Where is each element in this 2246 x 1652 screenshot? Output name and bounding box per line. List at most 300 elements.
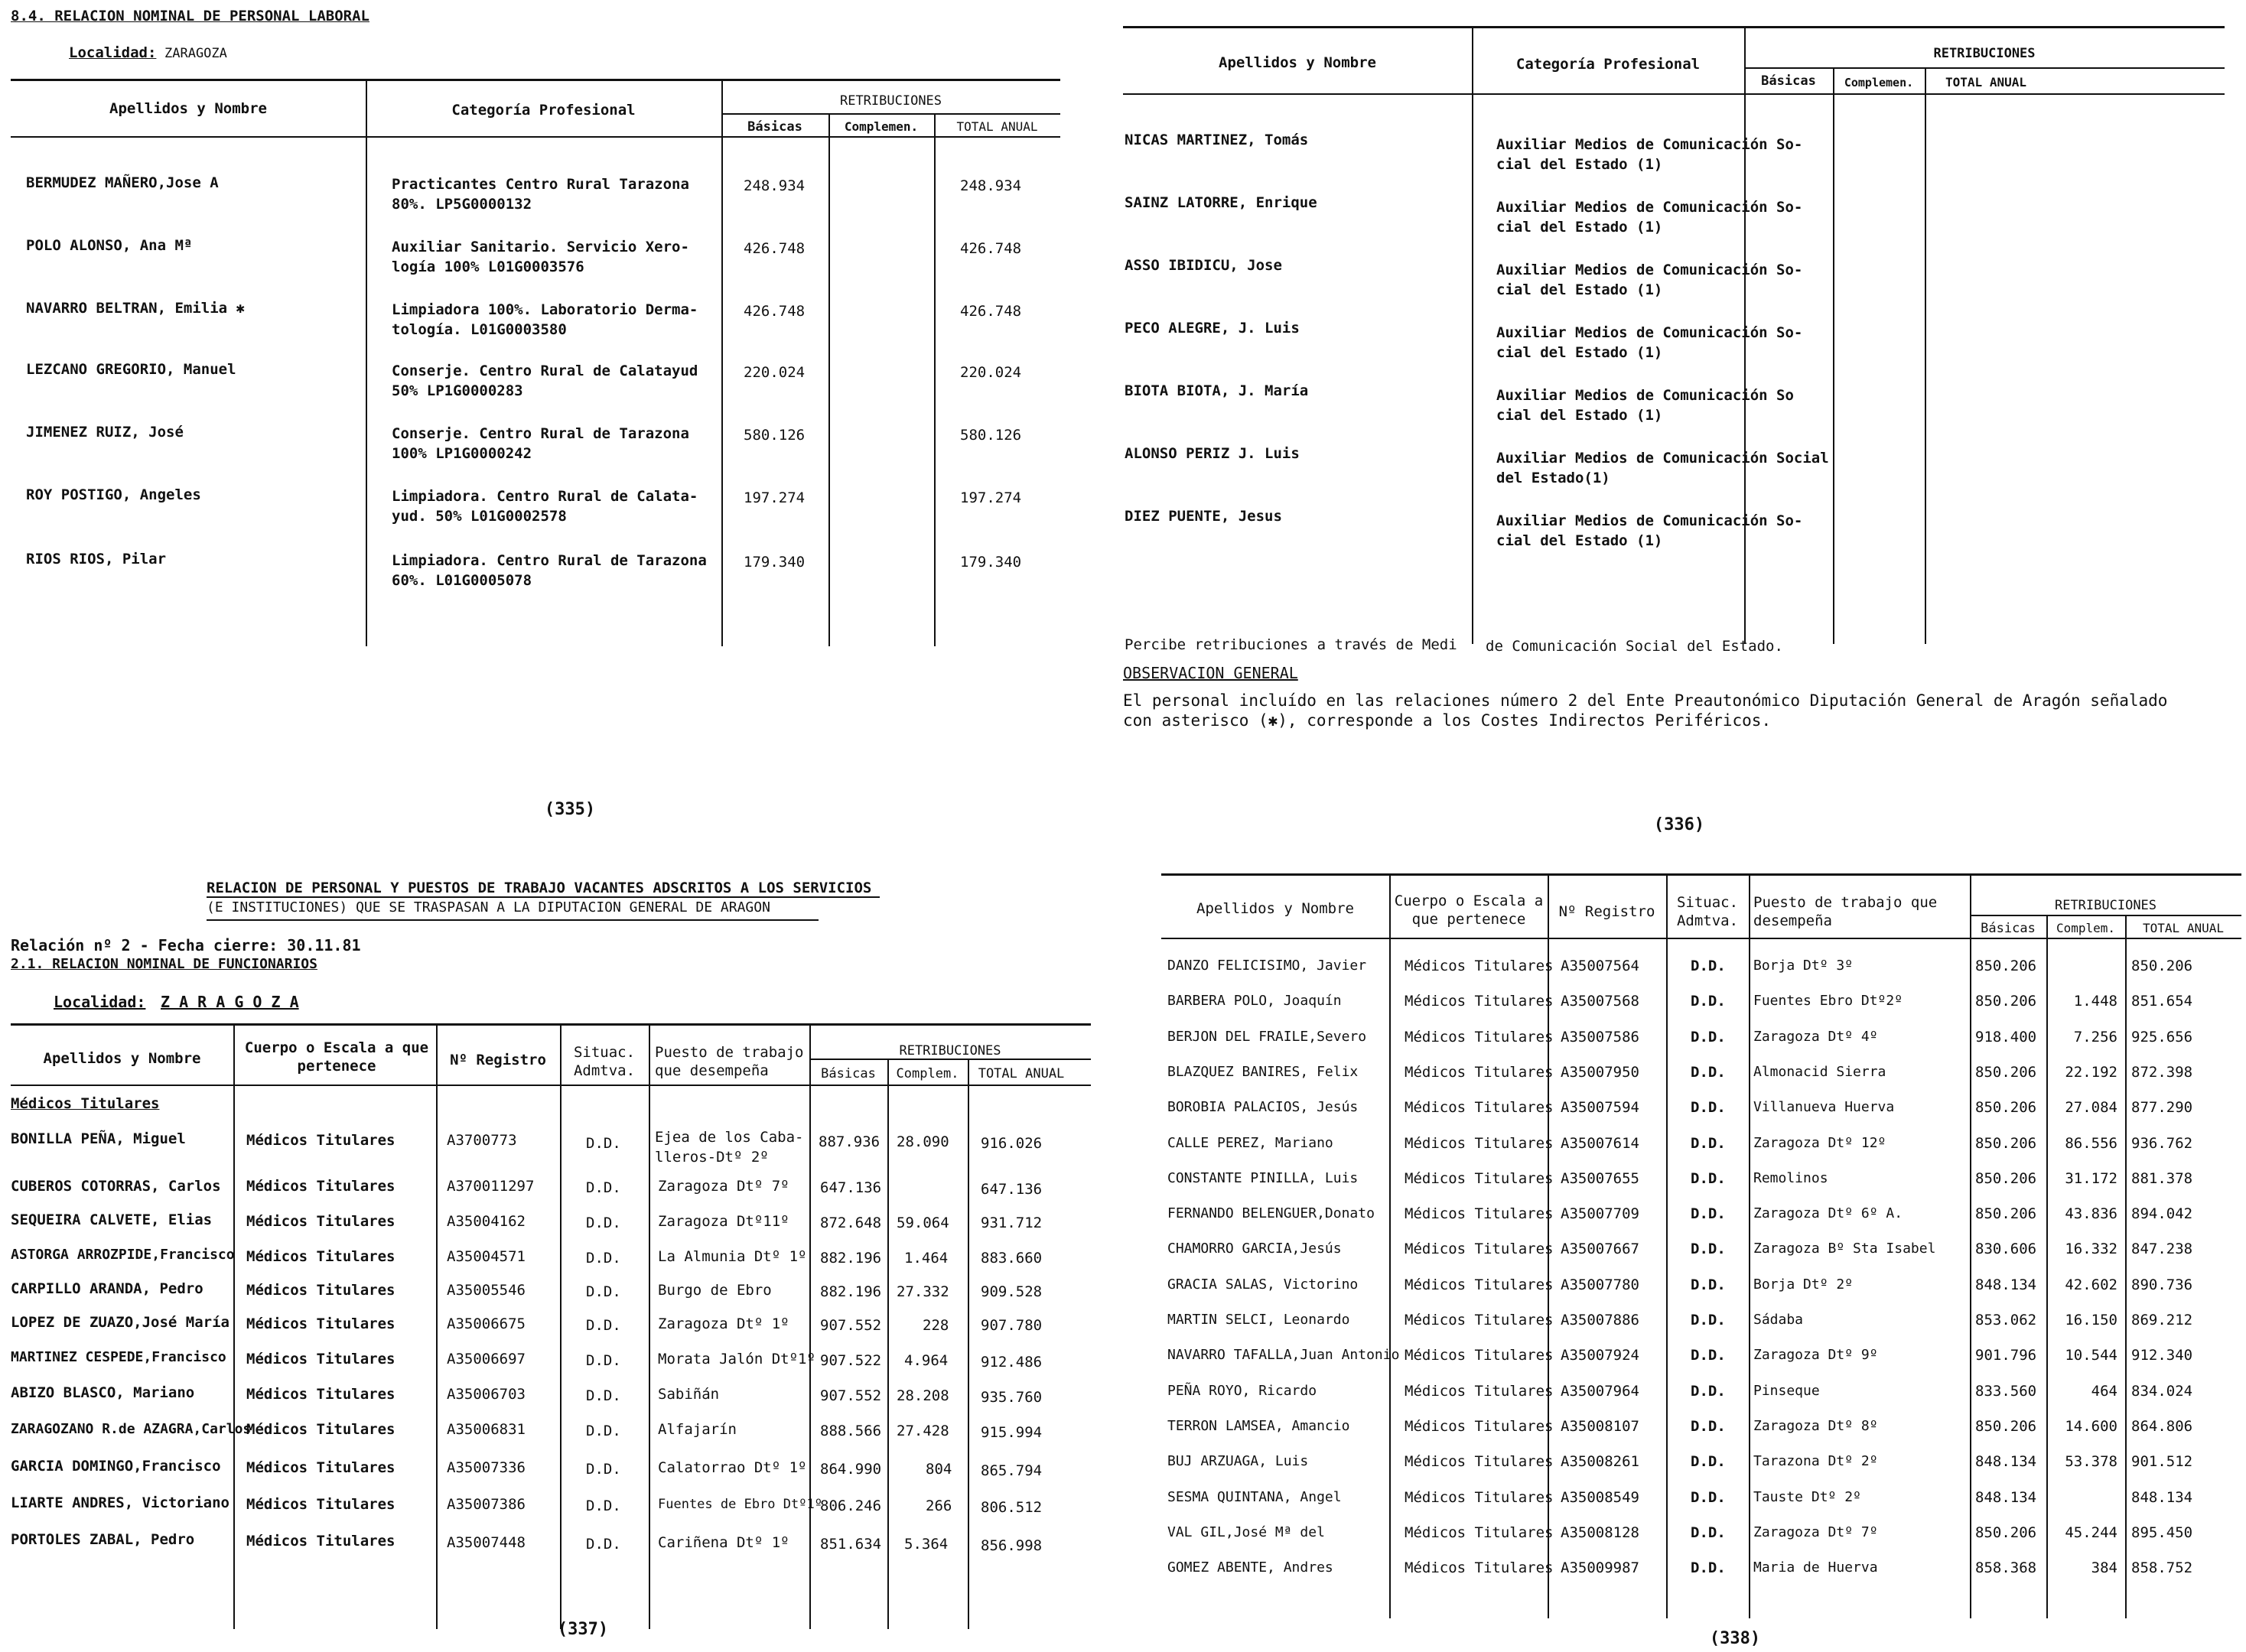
row-basicas: 647.136 <box>820 1179 882 1196</box>
row-category: Limpiadora 100%. Laboratorio Derma- <box>392 301 698 318</box>
row-name: JIMENEZ RUIZ, José <box>26 424 184 441</box>
row-name: MARTINEZ CESPEDE,Francisco <box>11 1349 226 1365</box>
row-puesto: Burgo de Ebro <box>658 1282 772 1299</box>
row-puesto: Morata Jalón Dtº1º <box>658 1351 815 1367</box>
header-retrib: RETRIBUCIONES <box>839 93 942 109</box>
row-complem: 27.428 <box>897 1423 949 1439</box>
row-basicas: 858.368 <box>1975 1559 2037 1577</box>
row-situac: D.D. <box>586 1215 621 1231</box>
row-category: Auxiliar Medios de Comunicación So- <box>1496 262 1803 278</box>
row-name: BONILLA PEÑA, Miguel <box>11 1130 186 1147</box>
row-name: SESMA QUINTANA, Angel <box>1167 1488 1342 1505</box>
row-name: GRACIA SALAS, Victorino <box>1167 1276 1359 1293</box>
row-basicas: 426.748 <box>744 240 806 257</box>
row-complem: 27.084 <box>2065 1099 2117 1117</box>
row-cuerpo: Médicos Titulares <box>246 1496 395 1513</box>
row-basicas: 850.206 <box>1975 1099 2037 1117</box>
row-total: 883.660 <box>981 1250 1043 1267</box>
row-name: POLO ALONSO, Ana Mª <box>26 237 193 254</box>
row-total: 881.378 <box>2131 1169 2193 1187</box>
row-basicas: 197.274 <box>744 489 806 506</box>
row-basicas: 850.206 <box>1975 1169 2037 1187</box>
row-complem: 804 <box>926 1461 952 1478</box>
section-title: 2.1. RELACION NOMINAL DE FUNCIONARIOS <box>11 956 317 972</box>
table-top-rule <box>11 1023 1091 1026</box>
header-complem: Complem. <box>896 1066 959 1081</box>
row-category: Auxiliar Medios de Comunicación Social <box>1496 450 1829 467</box>
row-cuerpo: Médicos Titulares <box>1405 1417 1554 1435</box>
row-total: 580.126 <box>960 427 1022 444</box>
row-category: Auxiliar Medios de Comunicación So- <box>1496 324 1803 341</box>
header-name: Apellidos y Nombre <box>1196 900 1354 917</box>
header-retrib: RETRIBUCIONES <box>899 1043 1001 1059</box>
header-name: Apellidos y Nombre <box>1219 54 1376 71</box>
row-total: 890.736 <box>2131 1276 2193 1293</box>
row-category-2: cial del Estado (1) <box>1496 281 1663 298</box>
row-situac: D.D. <box>586 1536 621 1553</box>
row-cuerpo: Médicos Titulares <box>1405 958 1554 974</box>
row-cuerpo: Médicos Titulares <box>1405 1312 1554 1328</box>
row-total: 936.762 <box>2131 1134 2193 1152</box>
row-puesto: Borja Dtº 3º <box>1753 958 1854 974</box>
row-total: 895.450 <box>2131 1524 2193 1541</box>
row-puesto: Zaragoza Dtº 4º <box>1753 1028 1878 1045</box>
row-situac: D.D. <box>586 1498 621 1514</box>
header-registro: Nº Registro <box>1558 903 1655 920</box>
row-total: 848.134 <box>2131 1488 2193 1506</box>
row-reg: A35007667 <box>1561 1241 1639 1258</box>
row-complem: 266 <box>926 1498 952 1514</box>
row-registro: A35004162 <box>447 1213 526 1230</box>
row-total: 856.998 <box>981 1537 1043 1554</box>
row-name: CONSTANTE PINILLA, Luis <box>1167 1169 1359 1186</box>
row-name: ALONSO PERIZ J. Luis <box>1125 445 1300 462</box>
header-basicas: Básicas <box>747 119 802 135</box>
row-name: CHAMORRO GARCIA,Jesús <box>1167 1241 1342 1257</box>
header-retrib: RETRIBUCIONES <box>1933 46 2036 61</box>
header-total: TOTAL ANUAL <box>2143 921 2224 935</box>
row-total: 931.712 <box>981 1215 1043 1231</box>
row-name: BERJON DEL FRAILE,Severo <box>1167 1028 1367 1045</box>
row-cuerpo: Médicos Titulares <box>1405 1382 1554 1400</box>
row-total: 901.512 <box>2131 1453 2193 1471</box>
row-basicas: 179.340 <box>744 554 806 571</box>
header-cuerpo: Cuerpo o Escala a que pertenece <box>1394 893 1544 928</box>
row-puesto: Zaragoza Dtº 9º <box>1753 1347 1878 1364</box>
header-situac: Situac. Admtva. <box>573 1044 636 1079</box>
page-number: (338) <box>1709 1629 1761 1648</box>
header-total: TOTAL ANUAL <box>978 1066 1065 1081</box>
row-cuerpo: Médicos Titulares <box>1405 1524 1554 1541</box>
row-cuerpo: Médicos Titulares <box>246 1533 395 1550</box>
row-puesto: Maria de Huerva <box>1753 1559 1878 1576</box>
row-sit: D.D. <box>1691 1312 1726 1328</box>
row-cuerpo: Médicos Titulares <box>246 1282 395 1299</box>
row-puesto: La Almunia Dtº 1º <box>658 1248 807 1265</box>
row-name: SEQUEIRA CALVETE, Elias <box>11 1211 213 1228</box>
row-sit: D.D. <box>1691 1559 1726 1577</box>
row-reg: A35008261 <box>1561 1453 1639 1471</box>
header-total: TOTAL ANUAL <box>956 119 1038 134</box>
row-total: 858.752 <box>2131 1559 2193 1577</box>
row-situac: D.D. <box>586 1135 621 1152</box>
header-complem: Complemen. <box>844 119 919 134</box>
row-category-2: del Estado(1) <box>1496 470 1610 486</box>
row-category-2: cial del Estado (1) <box>1496 219 1663 236</box>
observation-line-2: con asterisco (✱), corresponde a los Costes Indirectos Periféricos. <box>1123 711 1772 730</box>
row-name: DIEZ PUENTE, Jesus <box>1125 508 1282 525</box>
row-sit: D.D. <box>1691 1063 1726 1081</box>
row-puesto: Sádaba <box>1753 1312 1804 1328</box>
row-total: 179.340 <box>960 554 1022 571</box>
row-sit: D.D. <box>1691 1382 1726 1400</box>
row-cuerpo: Médicos Titulares <box>246 1178 395 1195</box>
row-sit: D.D. <box>1691 1453 1726 1471</box>
row-sit: D.D. <box>1691 1099 1726 1117</box>
locality-value: Z A R A G O Z A <box>161 993 299 1011</box>
row-puesto: Zaragoza Dtº11º <box>658 1213 789 1230</box>
page-338 <box>1123 826 2246 1652</box>
row-sit: D.D. <box>1691 1276 1726 1293</box>
row-total: 806.512 <box>981 1499 1043 1516</box>
row-complem: 14.600 <box>2065 1417 2117 1435</box>
row-complem: 59.064 <box>897 1215 949 1231</box>
row-category: Auxiliar Medios de Comunicación So <box>1496 387 1794 404</box>
row-sit: D.D. <box>1691 1241 1726 1258</box>
row-name: ASTORGA ARROZPIDE,Francisco <box>11 1247 235 1263</box>
row-complem: 86.556 <box>2065 1134 2117 1152</box>
row-complem: 53.378 <box>2065 1453 2117 1471</box>
row-basicas: 888.566 <box>820 1423 882 1439</box>
row-registro: A35006831 <box>447 1421 526 1438</box>
row-total: 248.934 <box>960 177 1022 194</box>
header-bottom-rule <box>1123 93 2225 95</box>
row-name: NAVARRO TAFALLA,Juan Antonio <box>1167 1347 1400 1364</box>
row-situac: D.D. <box>586 1250 621 1267</box>
row-sit: D.D. <box>1691 1205 1726 1223</box>
header-complem: Complemen. <box>1844 76 1914 89</box>
row-category: Limpiadora. Centro Rural de Calata- <box>392 488 698 505</box>
row-name: SAINZ LATORRE, Enrique <box>1125 194 1317 211</box>
row-name: ABIZO BLASCO, Mariano <box>11 1384 195 1401</box>
row-name: PEÑA ROYO, Ricardo <box>1167 1382 1317 1399</box>
header-bottom-rule <box>11 136 1060 138</box>
page-337 <box>0 826 1123 1652</box>
row-cuerpo: Médicos Titulares <box>1405 1169 1554 1187</box>
row-basicas: 220.024 <box>744 364 806 381</box>
row-total: 915.994 <box>981 1424 1043 1441</box>
row-total: 872.398 <box>2131 1063 2193 1081</box>
relacion-line: Relación nº 2 - Fecha cierre: 30.11.81 <box>11 936 361 954</box>
row-puesto: Zaragoza Dtº 6º A. <box>1753 1205 1903 1222</box>
row-name: LEZCANO GREGORIO, Manuel <box>26 361 236 378</box>
row-cuerpo: Médicos Titulares <box>1405 1205 1554 1223</box>
row-complem: 1.448 <box>2073 993 2117 1010</box>
page-number: (335) <box>544 800 596 819</box>
row-cuerpo: Médicos Titulares <box>246 1132 395 1149</box>
row-reg: A35008128 <box>1561 1524 1639 1541</box>
row-category-2: cial del Estado (1) <box>1496 532 1663 549</box>
row-name: NICAS MARTINEZ, Tomás <box>1125 132 1309 148</box>
row-category-2: 60%. L01G0005078 <box>392 572 532 589</box>
row-cuerpo: Médicos Titulares <box>1405 1063 1554 1081</box>
header-basicas: Básicas <box>1981 921 2036 936</box>
row-basicas: 248.934 <box>744 177 806 194</box>
row-reg: A35007886 <box>1561 1312 1639 1328</box>
row-situac: D.D. <box>586 1352 621 1369</box>
row-registro: A35006703 <box>447 1386 526 1403</box>
row-situac: D.D. <box>586 1317 621 1334</box>
row-total: 847.238 <box>2131 1241 2193 1258</box>
row-situac: D.D. <box>586 1423 621 1439</box>
row-situac: D.D. <box>586 1387 621 1404</box>
row-sit: D.D. <box>1691 1134 1726 1152</box>
row-basicas: 882.196 <box>820 1283 882 1300</box>
row-puesto: Calatorrao Dtº 1º <box>658 1459 807 1476</box>
row-total: 197.274 <box>960 489 1022 506</box>
header-complem: Complem. <box>2056 921 2116 935</box>
row-situac: D.D. <box>586 1283 621 1300</box>
row-basicas: 426.748 <box>744 303 806 320</box>
row-name: PECO ALEGRE, J. Luis <box>1125 320 1300 337</box>
row-total: 220.024 <box>960 364 1022 381</box>
row-category-2: 50% LP1G0000283 <box>392 382 523 399</box>
page-number: (337) <box>557 1620 609 1639</box>
row-category-2: yud. 50% L01G0002578 <box>392 508 567 525</box>
row-sit: D.D. <box>1691 1488 1726 1506</box>
row-total: 935.760 <box>981 1389 1043 1406</box>
header-name: Apellidos y Nombre <box>43 1050 201 1067</box>
row-cuerpo: Médicos Titulares <box>246 1386 395 1403</box>
header-category: Categoría Profesional <box>1515 56 1701 73</box>
row-registro: A35007448 <box>447 1534 526 1551</box>
row-puesto: Sabiñán <box>658 1386 720 1403</box>
row-reg: A35007709 <box>1561 1205 1639 1223</box>
header-puesto: Puesto de trabajo que desempeña <box>1753 894 1938 929</box>
row-basicas: 850.206 <box>1975 1205 2037 1223</box>
page-336 <box>1123 0 2246 834</box>
row-category: Auxiliar Medios de Comunicación So- <box>1496 512 1803 529</box>
row-basicas: 850.206 <box>1975 1063 2037 1081</box>
row-reg: A35007655 <box>1561 1169 1639 1187</box>
header-basicas: Básicas <box>1761 73 1816 89</box>
header-name: Apellidos y Nombre <box>109 100 267 117</box>
row-complem: 5.364 <box>904 1536 949 1553</box>
row-puesto: Tauste Dtº 2º <box>1753 1488 1861 1505</box>
row-reg: A35007568 <box>1561 993 1639 1010</box>
row-name: CARPILLO ARANDA, Pedro <box>11 1280 203 1297</box>
row-puesto: Fuentes de Ebro Dtº1º <box>658 1497 822 1512</box>
row-complem: 4.964 <box>904 1352 949 1369</box>
table-top-rule <box>1123 26 2225 28</box>
row-basicas: 851.634 <box>820 1536 882 1553</box>
header-total: TOTAL ANUAL <box>1945 75 2026 89</box>
row-name: BARBERA POLO, Joaquín <box>1167 993 1342 1010</box>
row-name: CUBEROS COTORRAS, Carlos <box>11 1178 221 1195</box>
row-basicas: 907.552 <box>820 1317 882 1334</box>
row-cuerpo: Médicos Titulares <box>246 1248 395 1265</box>
row-sit: D.D. <box>1691 1417 1726 1435</box>
row-category-2: cial del Estado (1) <box>1496 407 1663 424</box>
row-total: 426.748 <box>960 240 1022 257</box>
row-name: LIARTE ANDRES, Victoriano <box>11 1494 229 1511</box>
row-registro: A35006697 <box>447 1351 526 1367</box>
row-name: MARTIN SELCI, Leonardo <box>1167 1312 1350 1328</box>
row-total: 426.748 <box>960 303 1022 320</box>
row-complem: 22.192 <box>2065 1063 2117 1081</box>
row-name: PORTOLES ZABAL, Pedro <box>11 1531 195 1548</box>
row-situac: D.D. <box>586 1461 621 1478</box>
row-sit: D.D. <box>1691 1169 1726 1187</box>
row-name: DANZO FELICISIMO, Javier <box>1167 958 1367 974</box>
row-name: GOMEZ ABENTE, Andres <box>1167 1559 1333 1576</box>
row-total: 851.654 <box>2131 993 2193 1010</box>
row-puesto: Remolinos <box>1753 1169 1828 1186</box>
row-cuerpo: Médicos Titulares <box>1405 993 1554 1010</box>
row-situac: D.D. <box>586 1179 621 1196</box>
row-name: GARCIA DOMINGO,Francisco <box>11 1458 221 1475</box>
row-category: Conserje. Centro Rural de Tarazona <box>392 425 689 442</box>
row-complem: 464 <box>2091 1382 2117 1400</box>
row-sit: D.D. <box>1691 993 1726 1010</box>
locality-label: Localidad: <box>69 44 157 61</box>
row-name: RIOS RIOS, Pilar <box>26 551 167 567</box>
row-puesto: Zaragoza Dtº 8º <box>1753 1417 1878 1434</box>
row-basicas: 833.560 <box>1975 1382 2037 1400</box>
header-category: Categoría Profesional <box>451 102 636 119</box>
row-category: Practicantes Centro Rural Tarazona <box>392 176 689 193</box>
row-name: LOPEZ DE ZUAZO,José María <box>11 1314 229 1331</box>
row-reg: A35008549 <box>1561 1488 1639 1506</box>
row-category-2: cial del Estado (1) <box>1496 156 1663 173</box>
row-name: ASSO IBIDICU, Jose <box>1125 257 1282 274</box>
row-complem: 7.256 <box>2073 1028 2117 1046</box>
row-puesto: Zaragoza Dtº 12º <box>1753 1134 1886 1151</box>
row-total: 907.780 <box>981 1317 1043 1334</box>
row-puesto: Almonacid Sierra <box>1753 1063 1886 1080</box>
row-complem: 16.150 <box>2065 1312 2117 1328</box>
row-basicas: 853.062 <box>1975 1312 2037 1328</box>
header-retrib: RETRIBUCIONES <box>2054 898 2157 913</box>
row-basicas: 806.246 <box>820 1498 882 1514</box>
locality-value: ZARAGOZA <box>164 46 227 61</box>
row-complem: 31.172 <box>2065 1169 2117 1187</box>
row-category: Auxiliar Sanitario. Servicio Xero- <box>392 239 689 255</box>
row-name: BERMUDEZ MAÑERO,Jose A <box>26 174 219 191</box>
observation-line-1: El personal incluído en las relaciones número 2 del Ente Preautonómico Diputación General de Aragón señalado <box>1123 691 2168 710</box>
row-basicas: 887.936 <box>819 1133 880 1150</box>
row-puesto: Tarazona Dtº 2º <box>1753 1453 1878 1470</box>
row-name: CALLE PEREZ, Mariano <box>1167 1134 1333 1151</box>
row-category-2: logía 100% L01G0003576 <box>392 259 584 275</box>
row-name: TERRON LAMSEA, Amancio <box>1167 1417 1350 1434</box>
row-basicas: 850.206 <box>1975 1134 2037 1152</box>
row-sit: D.D. <box>1691 1524 1726 1541</box>
row-puesto: Zaragoza Dtº 1º <box>658 1315 789 1332</box>
row-reg: A35007780 <box>1561 1276 1639 1293</box>
header-situac: Situac. Admtva. <box>1676 894 1739 929</box>
row-cuerpo: Médicos Titulares <box>246 1213 395 1230</box>
row-puesto: Villanueva Huerva <box>1753 1099 1895 1116</box>
row-reg: A35009987 <box>1561 1559 1639 1577</box>
row-basicas: 830.606 <box>1975 1241 2037 1258</box>
row-total: 877.290 <box>2131 1099 2193 1117</box>
row-puesto: Zaragoza Dtº 7º <box>658 1178 789 1195</box>
row-reg: A35007586 <box>1561 1028 1639 1046</box>
row-cuerpo: Médicos Titulares <box>1405 1453 1554 1471</box>
row-name: VAL GIL,José Mª del <box>1167 1524 1325 1540</box>
row-reg: A35007614 <box>1561 1134 1639 1152</box>
row-basicas: 848.134 <box>1975 1453 2037 1471</box>
row-sit: D.D. <box>1691 1347 1726 1364</box>
row-reg: A35007964 <box>1561 1382 1639 1400</box>
row-total: 912.486 <box>981 1354 1043 1371</box>
row-cuerpo: Médicos Titulares <box>246 1351 395 1367</box>
row-category: Auxiliar Medios de Comunicación So- <box>1496 136 1803 153</box>
row-puesto: Pinseque <box>1753 1382 1820 1399</box>
header-registro: Nº Registro <box>450 1052 546 1068</box>
group-label: Médicos Titulares <box>11 1095 160 1112</box>
row-category-2: cial del Estado (1) <box>1496 344 1663 361</box>
row-basicas: 850.206 <box>1975 1417 2037 1435</box>
header-bottom-rule <box>1161 938 2241 939</box>
row-basicas: 907.522 <box>820 1352 882 1369</box>
row-total: 916.026 <box>981 1135 1043 1152</box>
header-puesto: Puesto de trabajo que desempeña <box>655 1044 804 1079</box>
row-cuerpo: Médicos Titulares <box>1405 1099 1554 1117</box>
row-cuerpo: Médicos Titulares <box>1405 1276 1554 1293</box>
row-cuerpo: Médicos Titulares <box>1405 1241 1554 1258</box>
row-cuerpo: Médicos Titulares <box>1405 1028 1554 1046</box>
page-number: (336) <box>1653 815 1705 834</box>
row-puesto: Cariñena Dtº 1º <box>658 1534 789 1551</box>
row-cuerpo: Médicos Titulares <box>1405 1134 1554 1152</box>
row-total: 925.656 <box>2131 1028 2193 1046</box>
row-basicas: 901.796 <box>1975 1347 2037 1364</box>
row-reg: A35007564 <box>1561 958 1639 974</box>
row-basicas: 580.126 <box>744 427 806 444</box>
header-bottom-rule <box>11 1085 1091 1086</box>
row-complem: 43.836 <box>2065 1205 2117 1223</box>
row-name: BLAZQUEZ BANIRES, Felix <box>1167 1063 1359 1080</box>
row-category-2: 100% LP1G0000242 <box>392 445 532 462</box>
row-name: NAVARRO BELTRAN, Emilia ✱ <box>26 300 245 317</box>
row-complem: 16.332 <box>2065 1241 2117 1258</box>
row-registro: A35007336 <box>447 1459 526 1476</box>
row-total: 647.136 <box>981 1181 1043 1198</box>
row-complem: 28.208 <box>897 1387 949 1404</box>
row-category: Conserje. Centro Rural de Calatayud <box>392 363 698 379</box>
row-puesto: Zaragoza Bº Sta Isabel <box>1753 1241 1936 1257</box>
row-cuerpo: Médicos Titulares <box>1405 1347 1554 1364</box>
row-basicas: 907.552 <box>820 1387 882 1404</box>
title-line-1: RELACION DE PERSONAL Y PUESTOS DE TRABAJO VACANTES ADSCRITOS A LOS SERVICIOS <box>207 880 872 896</box>
row-total: 912.340 <box>2131 1347 2193 1364</box>
row-sit: D.D. <box>1691 958 1726 974</box>
header-cuerpo: Cuerpo o Escala a que pertenece <box>244 1039 429 1075</box>
row-name: ROY POSTIGO, Angeles <box>26 486 201 503</box>
table-top-rule <box>11 79 1060 81</box>
footnote-right: de Comunicación Social del Estado. <box>1486 638 1783 655</box>
row-total: 909.528 <box>981 1283 1043 1300</box>
row-total: 864.806 <box>2131 1417 2193 1435</box>
row-basicas: 850.206 <box>1975 993 2037 1010</box>
row-registro: A35005546 <box>447 1282 526 1299</box>
row-basicas: 850.206 <box>1975 1524 2037 1541</box>
row-complem: 27.332 <box>897 1283 949 1300</box>
title-line-2: (E INSTITUCIONES) QUE SE TRASPASAN A LA DIPUTACION GENERAL DE ARAGON <box>207 899 770 915</box>
row-basicas: 848.134 <box>1975 1488 2037 1506</box>
